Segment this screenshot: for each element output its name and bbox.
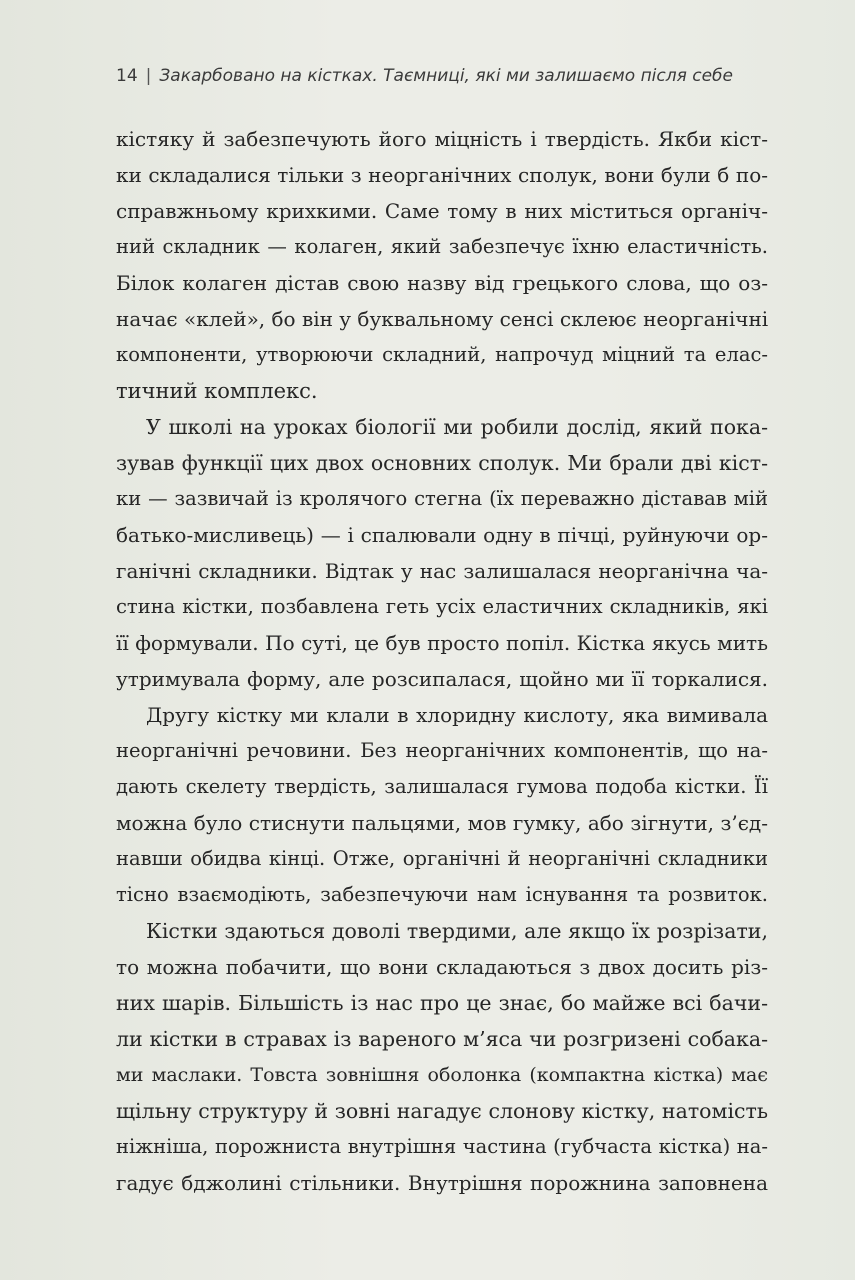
text-line: ніжніша, порожниста внутрішня частина (губчаста кістка) на- — [116, 1135, 768, 1158]
text-line: тісно взаємодіють, забезпечуючи нам існування та розвиток. — [116, 883, 768, 906]
text-line: щільну структуру й зовні нагадує слонову кістку, натомість — [116, 1099, 768, 1123]
text-line: кістяку й забезпечують його міцність і твердість. Якби кіст- — [116, 127, 768, 151]
page-number: 14 — [116, 66, 138, 86]
text-line: Білок колаген дістав свою назву від грецького слова, що оз- — [116, 271, 768, 295]
paragraph-first-line: У школі на уроках біології ми робили дослід, який пока- — [146, 415, 768, 439]
header-separator: | — [145, 66, 152, 86]
text-line: стина кістки, позбавлена геть усіх еластичних складників, які — [116, 595, 768, 618]
text-line: ки — зазвичай із кролячого стегна (їх переважно діставав мій — [116, 487, 768, 510]
text-line: навши обидва кінці. Отже, органічні й неорганічні складники — [116, 847, 768, 870]
book-title: Закарбовано на кістках. Таємниці, які ми залишаємо після себе — [159, 66, 733, 86]
text-line: її формували. По суті, це був просто попіл. Кістка якусь мить — [116, 631, 768, 655]
running-header — [116, 66, 756, 86]
text-line: начає «клей», бо він у буквальному сенсі склеює неорганічні — [116, 307, 769, 331]
text-line: справжньому крихкими. Саме тому в них міститься органіч- — [116, 199, 768, 223]
paragraph-first-line: Другу кістку ми клали в хлоридну кислоту, яка вимивала — [146, 703, 768, 727]
text-line: компоненти, утворюючи складний, напрочуд міцний та елас- — [116, 343, 768, 366]
text-line: ний складник — колаген, який забезпечує їхню еластичність. — [116, 235, 768, 258]
text-line: батько-мисливець) — і спалювали одну в пічці, руйнуючи ор- — [116, 523, 768, 547]
text-line: то можна побачити, що вони складаються з двох досить різ- — [116, 955, 768, 979]
text-line: ми маслаки. Товста зовнішня оболонка (компактна кістка) має — [116, 1064, 768, 1086]
text-line-paragraph-end: тичний комплекс. — [116, 379, 318, 403]
text-line: них шарів. Більшість із нас про це знає, бо майже всі бачи- — [116, 991, 768, 1015]
paragraph-first-line: Кістки здаються доволі твердими, але якщо їх розрізати, — [146, 919, 768, 943]
text-line: ганічні складники. Відтак у нас залишалася неорганічна ча- — [116, 559, 768, 583]
text-line: можна було стиснути пальцями, мов гумку, або зігнути, з’єд- — [116, 811, 768, 835]
text-line: ки складалися тільки з неорганічних сполук, вони були б по- — [116, 163, 768, 187]
text-line: ли кістки в стравах із вареного м’яса чи розгризені собака- — [116, 1027, 768, 1051]
text-line: утримувала форму, але розсипалася, щойно ми її торкалися. — [116, 667, 768, 691]
text-line: неорганічні речовини. Без неорганічних компонентів, що на- — [116, 739, 768, 762]
text-line: дають скелету твердість, залишалася гумова подоба кістки. Її — [116, 775, 768, 798]
text-line: гадує бджолині стільники. Внутрішня порожнина заповнена — [116, 1171, 768, 1195]
text-line: зував функції цих двох основних сполук. Ми брали дві кіст- — [116, 451, 768, 475]
